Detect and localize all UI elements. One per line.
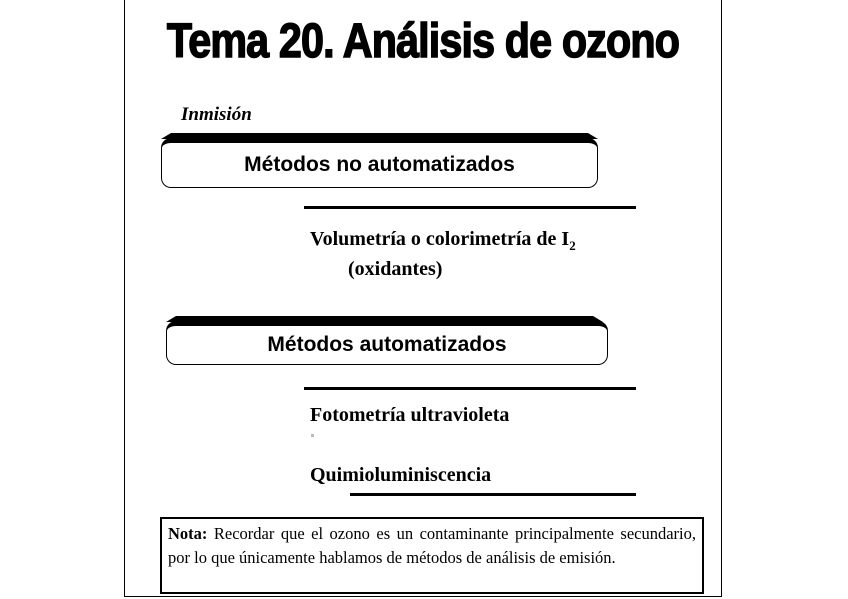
section-subtitle: Inmisión xyxy=(181,104,252,125)
method-item: Quimioluminiscencia xyxy=(310,464,492,486)
note-text: Recordar que el ozono es un contaminante principalmente secundario, por lo que únicamente hablamos de métodos de análisis de emisión. xyxy=(168,524,696,567)
decorative-dot xyxy=(311,434,314,437)
heading-box-manual-methods xyxy=(161,138,598,188)
divider-rule xyxy=(304,387,636,390)
heading-label: Métodos automatizados xyxy=(267,333,507,356)
method-item: Volumetría o colorimetría de $I_2$ xyxy=(310,228,576,253)
divider-rule xyxy=(350,493,636,496)
heading-box-automated-methods xyxy=(166,321,608,365)
slide-title: Tema 20. Análisis de ozono xyxy=(166,15,680,68)
divider-rule xyxy=(304,206,636,209)
heading-label: Métodos no automatizados xyxy=(244,153,515,176)
note-label: Nota: xyxy=(168,524,208,543)
note-box xyxy=(160,517,704,594)
method-item: Fotometría ultravioleta xyxy=(310,404,510,426)
slide xyxy=(124,0,722,597)
method-item-continuation: (oxidantes) xyxy=(348,258,443,280)
